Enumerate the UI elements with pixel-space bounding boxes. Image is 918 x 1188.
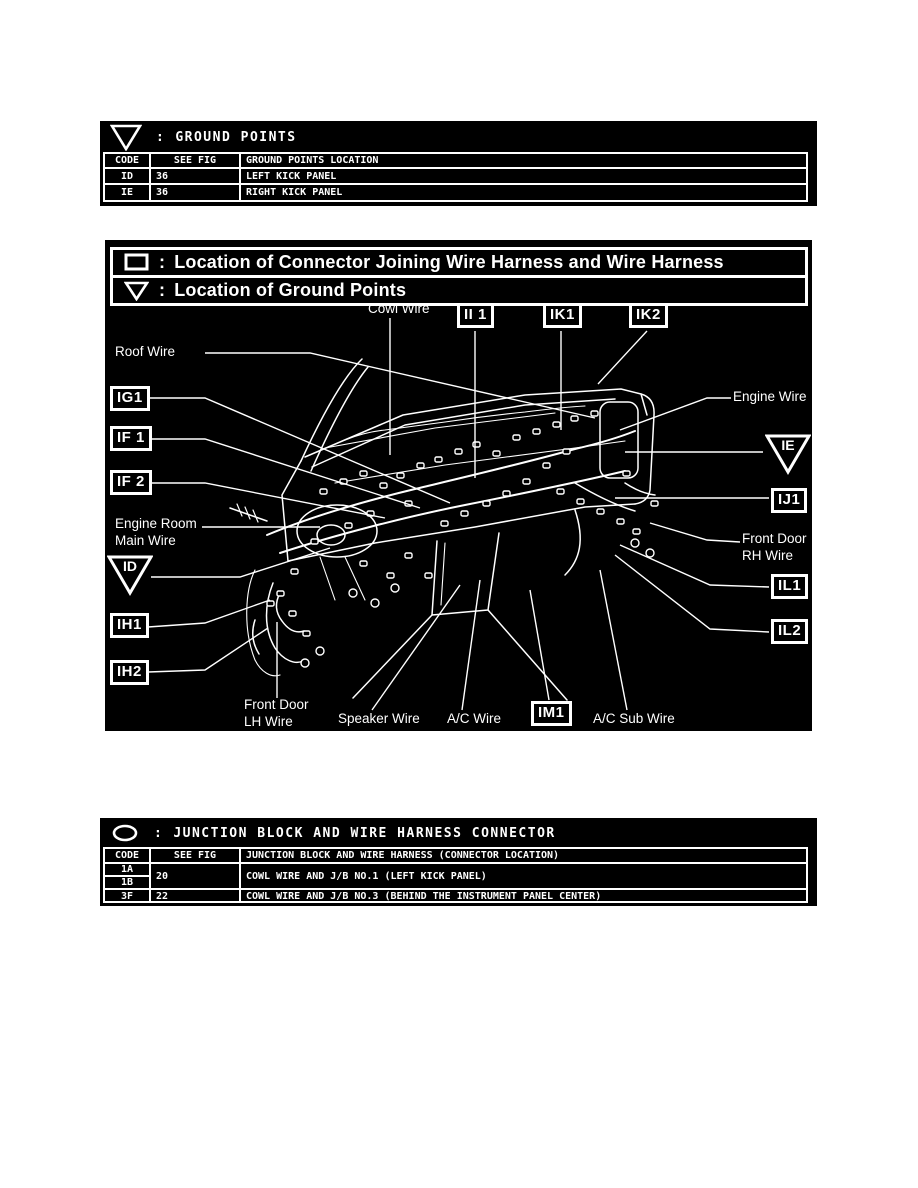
title-separator: : <box>156 129 166 145</box>
connector-box-il2: IL2 <box>771 619 808 644</box>
title-separator: : <box>154 825 164 841</box>
connector-box-il1: IL1 <box>771 574 808 599</box>
legend-separator: : <box>159 280 166 300</box>
cell-codes <box>105 864 151 888</box>
ground-code-id: ID <box>123 558 137 574</box>
connector-box-ii1: II 1 <box>457 303 494 328</box>
connector-box-if2: IF 2 <box>110 470 152 495</box>
header-see-fig: SEE FIG <box>151 849 241 862</box>
cell-code: 3F <box>105 890 151 903</box>
table-row <box>105 167 806 183</box>
legend-label: Location of Connector Joining Wire Harness and Wire Harness <box>174 252 724 272</box>
ground-triangle-ie <box>765 434 811 475</box>
header-location: GROUND POINTS LOCATION <box>246 155 379 166</box>
label-roof-wire: Roof Wire <box>115 344 176 359</box>
harness-location-diagram <box>105 240 812 731</box>
square-icon <box>113 253 159 272</box>
label-ac-wire: A/C Wire <box>447 711 501 726</box>
junction-block-title-row <box>110 821 556 845</box>
inverted-triangle-icon <box>110 124 142 151</box>
leader-lines <box>147 318 769 710</box>
cell-see-fig: 36 <box>151 169 241 183</box>
junction-block-title: JUNCTION BLOCK AND WIRE HARNESS CONNECTOR <box>173 825 556 841</box>
table-row <box>105 183 806 200</box>
cell-see-fig: 20 <box>151 864 241 888</box>
ground-code-ie: IE <box>781 437 795 453</box>
ground-triangle-id <box>107 555 153 596</box>
table-header-row <box>105 849 806 862</box>
header-see-fig: SEE FIG <box>151 154 241 167</box>
cell-code: ID <box>105 169 151 183</box>
connector-box-ih1: IH1 <box>110 613 149 638</box>
header-location: JUNCTION BLOCK AND WIRE HARNESS (CONNECTOR LOCATION) <box>246 850 560 861</box>
inverted-triangle-icon <box>113 281 159 301</box>
cell-code: 1A <box>120 864 134 875</box>
cell-see-fig: 22 <box>151 890 241 903</box>
ground-points-title-row <box>110 124 297 150</box>
label-engine-wire: Engine Wire <box>733 389 807 404</box>
oval-icon <box>110 823 140 843</box>
connector-box-im1: IM1 <box>531 701 572 726</box>
legend-label: Location of Ground Points <box>174 280 407 300</box>
header-code: CODE <box>105 849 151 862</box>
connector-box-ik2: IK2 <box>629 303 668 328</box>
cell-description: COWL WIRE AND J/B NO.3 (BEHIND THE INSTRUMENT PANEL CENTER) <box>246 891 602 902</box>
cell-see-fig: 36 <box>151 185 241 200</box>
legend-row-connector <box>113 250 805 275</box>
cell-code: IE <box>105 185 151 200</box>
label-speaker-wire: Speaker Wire <box>338 711 420 726</box>
ground-points-title: GROUND POINTS <box>175 129 297 145</box>
cell-location: RIGHT KICK PANEL <box>246 187 343 198</box>
junction-block-panel <box>100 818 817 906</box>
legend-separator: : <box>159 252 166 272</box>
table-header-row <box>105 154 806 167</box>
label-engine-room-main-wire: Engine Room Main Wire <box>115 516 197 548</box>
table-row <box>105 888 806 903</box>
cell-description: COWL WIRE AND J/B NO.1 (LEFT KICK PANEL) <box>246 870 487 882</box>
label-cowl-wire: Cowl Wire <box>368 301 430 316</box>
cell-location: LEFT KICK PANEL <box>246 170 337 182</box>
label-ac-sub-wire: A/C Sub Wire <box>593 711 675 726</box>
ground-points-table <box>103 152 808 202</box>
legend-row-ground <box>113 275 805 303</box>
connector-box-ij1: IJ1 <box>771 488 807 513</box>
table-group-row <box>105 862 806 888</box>
junction-block-table <box>103 847 808 903</box>
ground-points-panel <box>100 121 817 206</box>
diagram-legend <box>110 247 808 306</box>
label-front-door-lh-wire: Front Door LH Wire <box>244 697 309 729</box>
cell-code: 1B <box>105 875 149 888</box>
label-front-door-rh-wire: Front Door RH Wire <box>742 531 807 563</box>
connector-box-if1: IF 1 <box>110 426 152 451</box>
header-code: CODE <box>105 154 151 167</box>
connector-box-ik1: IK1 <box>543 303 582 328</box>
connector-box-ih2: IH2 <box>110 660 149 685</box>
connector-box-ig1: IG1 <box>110 386 150 411</box>
